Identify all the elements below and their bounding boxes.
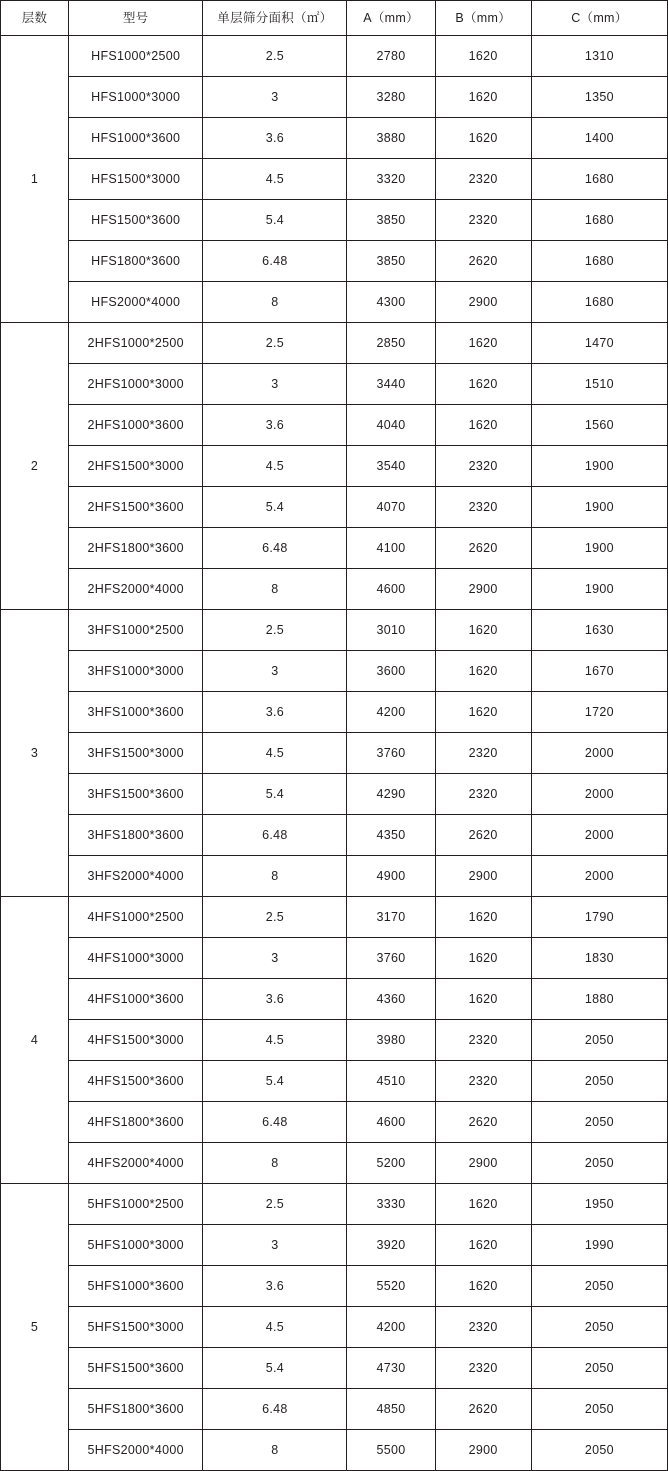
cell-model: 2HFS1500*3000 [69,446,203,487]
cell-model: 2HFS1800*3600 [69,528,203,569]
cell-area: 4.5 [203,733,347,774]
cell-layers: 2 [1,323,69,610]
cell-area: 3.6 [203,979,347,1020]
cell-c: 2050 [531,1307,667,1348]
cell-model: 4HFS1500*3000 [69,1020,203,1061]
table-row [1,36,668,77]
cell-area: 5.4 [203,487,347,528]
header-row [1,1,668,36]
cell-area: 6.48 [203,1389,347,1430]
cell-model: 4HFS2000*4000 [69,1143,203,1184]
column-header-model: 型号 [69,1,203,36]
column-header-b: B（mm） [435,1,531,36]
cell-model: 5HFS1500*3600 [69,1348,203,1389]
cell-b: 1620 [435,938,531,979]
cell-c: 2050 [531,1266,667,1307]
cell-area: 2.5 [203,1184,347,1225]
cell-a: 4040 [347,405,435,446]
cell-b: 1620 [435,323,531,364]
cell-area: 6.48 [203,241,347,282]
cell-area: 3 [203,364,347,405]
cell-b: 2900 [435,856,531,897]
table-row [1,610,668,651]
cell-area: 3.6 [203,405,347,446]
cell-area: 3.6 [203,1266,347,1307]
cell-area: 5.4 [203,774,347,815]
cell-c: 1790 [531,897,667,938]
cell-a: 3920 [347,1225,435,1266]
table-row [1,118,668,159]
cell-a: 3540 [347,446,435,487]
table-row [1,569,668,610]
cell-area: 2.5 [203,610,347,651]
cell-a: 4200 [347,692,435,733]
cell-a: 4900 [347,856,435,897]
cell-model: HFS1000*3600 [69,118,203,159]
table-row [1,1307,668,1348]
cell-model: 3HFS1000*3600 [69,692,203,733]
cell-layers: 4 [1,897,69,1184]
table-row [1,979,668,1020]
cell-a: 4290 [347,774,435,815]
cell-a: 2780 [347,36,435,77]
cell-b: 2620 [435,528,531,569]
table-row [1,1266,668,1307]
table-row [1,733,668,774]
table-row [1,241,668,282]
cell-area: 4.5 [203,159,347,200]
cell-b: 2320 [435,1020,531,1061]
cell-c: 1990 [531,1225,667,1266]
cell-area: 3.6 [203,692,347,733]
cell-model: HFS1800*3600 [69,241,203,282]
column-header-c: C（mm） [531,1,667,36]
table-row [1,282,668,323]
cell-model: 5HFS2000*4000 [69,1430,203,1471]
table-row [1,323,668,364]
table-row [1,815,668,856]
cell-layers: 5 [1,1184,69,1471]
cell-area: 4.5 [203,1307,347,1348]
table-row [1,159,668,200]
cell-a: 4300 [347,282,435,323]
cell-a: 4850 [347,1389,435,1430]
cell-model: 4HFS1000*3600 [69,979,203,1020]
cell-area: 8 [203,282,347,323]
cell-area: 6.48 [203,1102,347,1143]
cell-c: 1680 [531,200,667,241]
cell-c: 2050 [531,1020,667,1061]
table-row [1,774,668,815]
cell-area: 8 [203,1430,347,1471]
cell-model: 5HFS1800*3600 [69,1389,203,1430]
cell-model: 4HFS1000*3000 [69,938,203,979]
table-header [1,1,668,36]
table-row [1,1348,668,1389]
cell-b: 1620 [435,979,531,1020]
cell-a: 3010 [347,610,435,651]
cell-a: 4100 [347,528,435,569]
table-row [1,1184,668,1225]
cell-model: HFS2000*4000 [69,282,203,323]
cell-c: 1510 [531,364,667,405]
cell-b: 2320 [435,1061,531,1102]
cell-a: 3170 [347,897,435,938]
cell-c: 2000 [531,774,667,815]
cell-a: 5200 [347,1143,435,1184]
cell-b: 2320 [435,1307,531,1348]
cell-c: 2050 [531,1143,667,1184]
cell-area: 8 [203,569,347,610]
cell-model: 4HFS1500*3600 [69,1061,203,1102]
cell-b: 2900 [435,569,531,610]
cell-area: 3 [203,77,347,118]
table-row [1,1143,668,1184]
table-row [1,938,668,979]
cell-b: 1620 [435,692,531,733]
cell-c: 1880 [531,979,667,1020]
cell-c: 1680 [531,159,667,200]
cell-b: 2900 [435,1430,531,1471]
cell-model: 5HFS1000*3600 [69,1266,203,1307]
column-header-layers: 层数 [1,1,69,36]
cell-b: 1620 [435,405,531,446]
cell-c: 2050 [531,1430,667,1471]
cell-b: 2320 [435,487,531,528]
table-row [1,364,668,405]
cell-c: 2000 [531,815,667,856]
cell-a: 3330 [347,1184,435,1225]
cell-area: 3.6 [203,118,347,159]
cell-model: 2HFS1000*3000 [69,364,203,405]
cell-model: 3HFS1500*3600 [69,774,203,815]
cell-model: 3HFS1500*3000 [69,733,203,774]
cell-b: 2320 [435,200,531,241]
cell-model: 4HFS1000*2500 [69,897,203,938]
cell-model: 3HFS2000*4000 [69,856,203,897]
cell-b: 2320 [435,1348,531,1389]
cell-model: HFS1000*2500 [69,36,203,77]
cell-model: 2HFS1000*3600 [69,405,203,446]
cell-c: 2000 [531,733,667,774]
cell-a: 2850 [347,323,435,364]
column-header-a: A（mm） [347,1,435,36]
cell-area: 6.48 [203,815,347,856]
cell-b: 2620 [435,1102,531,1143]
cell-area: 2.5 [203,897,347,938]
cell-c: 2000 [531,856,667,897]
cell-a: 3760 [347,938,435,979]
cell-c: 1950 [531,1184,667,1225]
table-row [1,405,668,446]
cell-c: 1400 [531,118,667,159]
cell-a: 3440 [347,364,435,405]
cell-a: 3850 [347,241,435,282]
table-row [1,897,668,938]
cell-model: 2HFS1000*2500 [69,323,203,364]
cell-a: 3280 [347,77,435,118]
cell-c: 2050 [531,1102,667,1143]
cell-model: 4HFS1800*3600 [69,1102,203,1143]
cell-c: 1900 [531,528,667,569]
table-body [1,36,668,1471]
column-header-area: 单层筛分面积（㎡） [203,1,347,36]
table-row [1,77,668,118]
cell-area: 2.5 [203,323,347,364]
cell-a: 4730 [347,1348,435,1389]
cell-b: 1620 [435,610,531,651]
table-row [1,487,668,528]
cell-area: 3 [203,651,347,692]
cell-model: 5HFS1000*2500 [69,1184,203,1225]
cell-area: 3 [203,1225,347,1266]
cell-b: 1620 [435,77,531,118]
cell-a: 3850 [347,200,435,241]
cell-c: 1470 [531,323,667,364]
cell-a: 4360 [347,979,435,1020]
cell-model: HFS1500*3000 [69,159,203,200]
table-row [1,1430,668,1471]
cell-model: 2HFS1500*3600 [69,487,203,528]
cell-a: 4600 [347,569,435,610]
cell-b: 1620 [435,118,531,159]
cell-b: 1620 [435,36,531,77]
table-row [1,446,668,487]
cell-layers: 3 [1,610,69,897]
cell-a: 4200 [347,1307,435,1348]
table-row [1,651,668,692]
cell-b: 1620 [435,1225,531,1266]
cell-area: 4.5 [203,1020,347,1061]
cell-model: 5HFS1000*3000 [69,1225,203,1266]
cell-c: 2050 [531,1348,667,1389]
cell-area: 8 [203,856,347,897]
cell-c: 1680 [531,241,667,282]
cell-a: 4600 [347,1102,435,1143]
table-row [1,200,668,241]
cell-c: 2050 [531,1389,667,1430]
table-row [1,1225,668,1266]
cell-model: HFS1500*3600 [69,200,203,241]
cell-model: 2HFS2000*4000 [69,569,203,610]
cell-layers: 1 [1,36,69,323]
cell-b: 2620 [435,815,531,856]
cell-a: 3320 [347,159,435,200]
table-row [1,1020,668,1061]
cell-b: 2900 [435,282,531,323]
cell-b: 1620 [435,1266,531,1307]
cell-b: 1620 [435,364,531,405]
cell-c: 1560 [531,405,667,446]
cell-b: 1620 [435,651,531,692]
cell-c: 1670 [531,651,667,692]
table-row [1,692,668,733]
table-row [1,528,668,569]
cell-b: 2620 [435,241,531,282]
cell-b: 2320 [435,733,531,774]
cell-b: 2620 [435,1389,531,1430]
cell-c: 1310 [531,36,667,77]
cell-a: 3600 [347,651,435,692]
cell-a: 4510 [347,1061,435,1102]
cell-area: 5.4 [203,1348,347,1389]
cell-c: 1900 [531,569,667,610]
cell-a: 5520 [347,1266,435,1307]
table-row [1,1389,668,1430]
cell-model: HFS1000*3000 [69,77,203,118]
cell-a: 5500 [347,1430,435,1471]
cell-b: 2320 [435,774,531,815]
table-row [1,856,668,897]
cell-c: 1900 [531,446,667,487]
cell-model: 3HFS1800*3600 [69,815,203,856]
cell-c: 1830 [531,938,667,979]
cell-model: 3HFS1000*3000 [69,651,203,692]
cell-area: 3 [203,938,347,979]
cell-b: 1620 [435,1184,531,1225]
cell-b: 2900 [435,1143,531,1184]
cell-a: 4350 [347,815,435,856]
cell-model: 3HFS1000*2500 [69,610,203,651]
cell-b: 2320 [435,159,531,200]
cell-model: 5HFS1500*3000 [69,1307,203,1348]
cell-area: 5.4 [203,1061,347,1102]
cell-c: 1720 [531,692,667,733]
cell-a: 3760 [347,733,435,774]
cell-c: 1630 [531,610,667,651]
cell-b: 2320 [435,446,531,487]
cell-a: 3880 [347,118,435,159]
cell-area: 4.5 [203,446,347,487]
cell-a: 4070 [347,487,435,528]
cell-c: 1350 [531,77,667,118]
cell-a: 3980 [347,1020,435,1061]
cell-c: 1680 [531,282,667,323]
cell-area: 2.5 [203,36,347,77]
cell-c: 2050 [531,1061,667,1102]
cell-area: 8 [203,1143,347,1184]
cell-c: 1900 [531,487,667,528]
cell-area: 6.48 [203,528,347,569]
table-row [1,1102,668,1143]
table-row [1,1061,668,1102]
cell-b: 1620 [435,897,531,938]
cell-area: 5.4 [203,200,347,241]
